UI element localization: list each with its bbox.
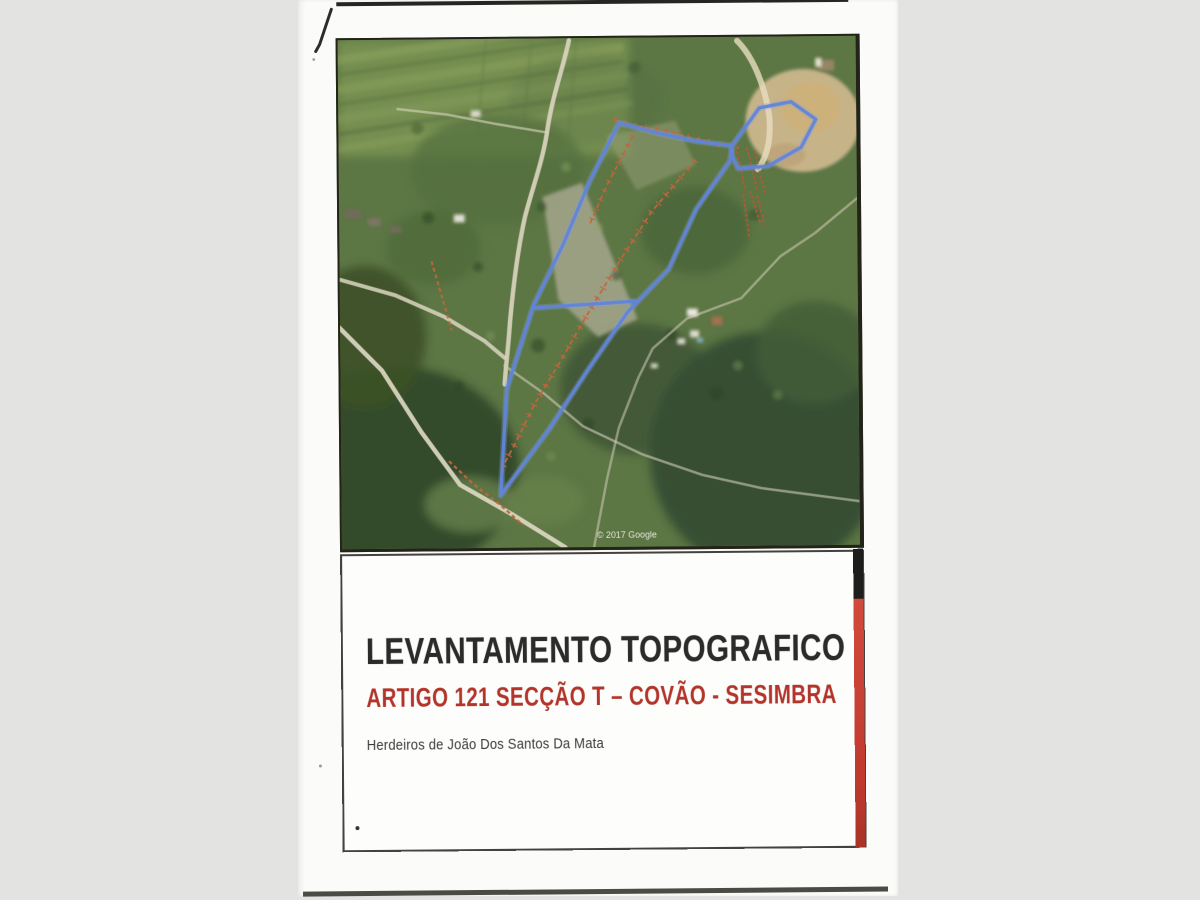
aerial-photo	[336, 34, 864, 553]
owner-line	[367, 735, 631, 755]
scanner-edge-top	[336, 0, 848, 6]
owner-line-text: Herdeiros de João Dos Santos Da Mata	[366, 735, 604, 755]
scan-wash	[338, 36, 860, 550]
pen-dot	[355, 826, 359, 830]
accent-bar-black	[853, 549, 863, 599]
scanner-edge-bottom	[303, 887, 888, 897]
paper-speck	[319, 764, 322, 767]
google-credit: © 2017 Google	[596, 529, 657, 541]
document-subtitle	[366, 678, 985, 714]
document-subtitle-text: ARTIGO 121 SECÇÃO T – COVÃO - SESIMBRA	[366, 678, 837, 714]
document-title-text: LEVANTAMENTO TOPOGRAFICO	[365, 626, 846, 673]
document-title	[366, 626, 966, 673]
